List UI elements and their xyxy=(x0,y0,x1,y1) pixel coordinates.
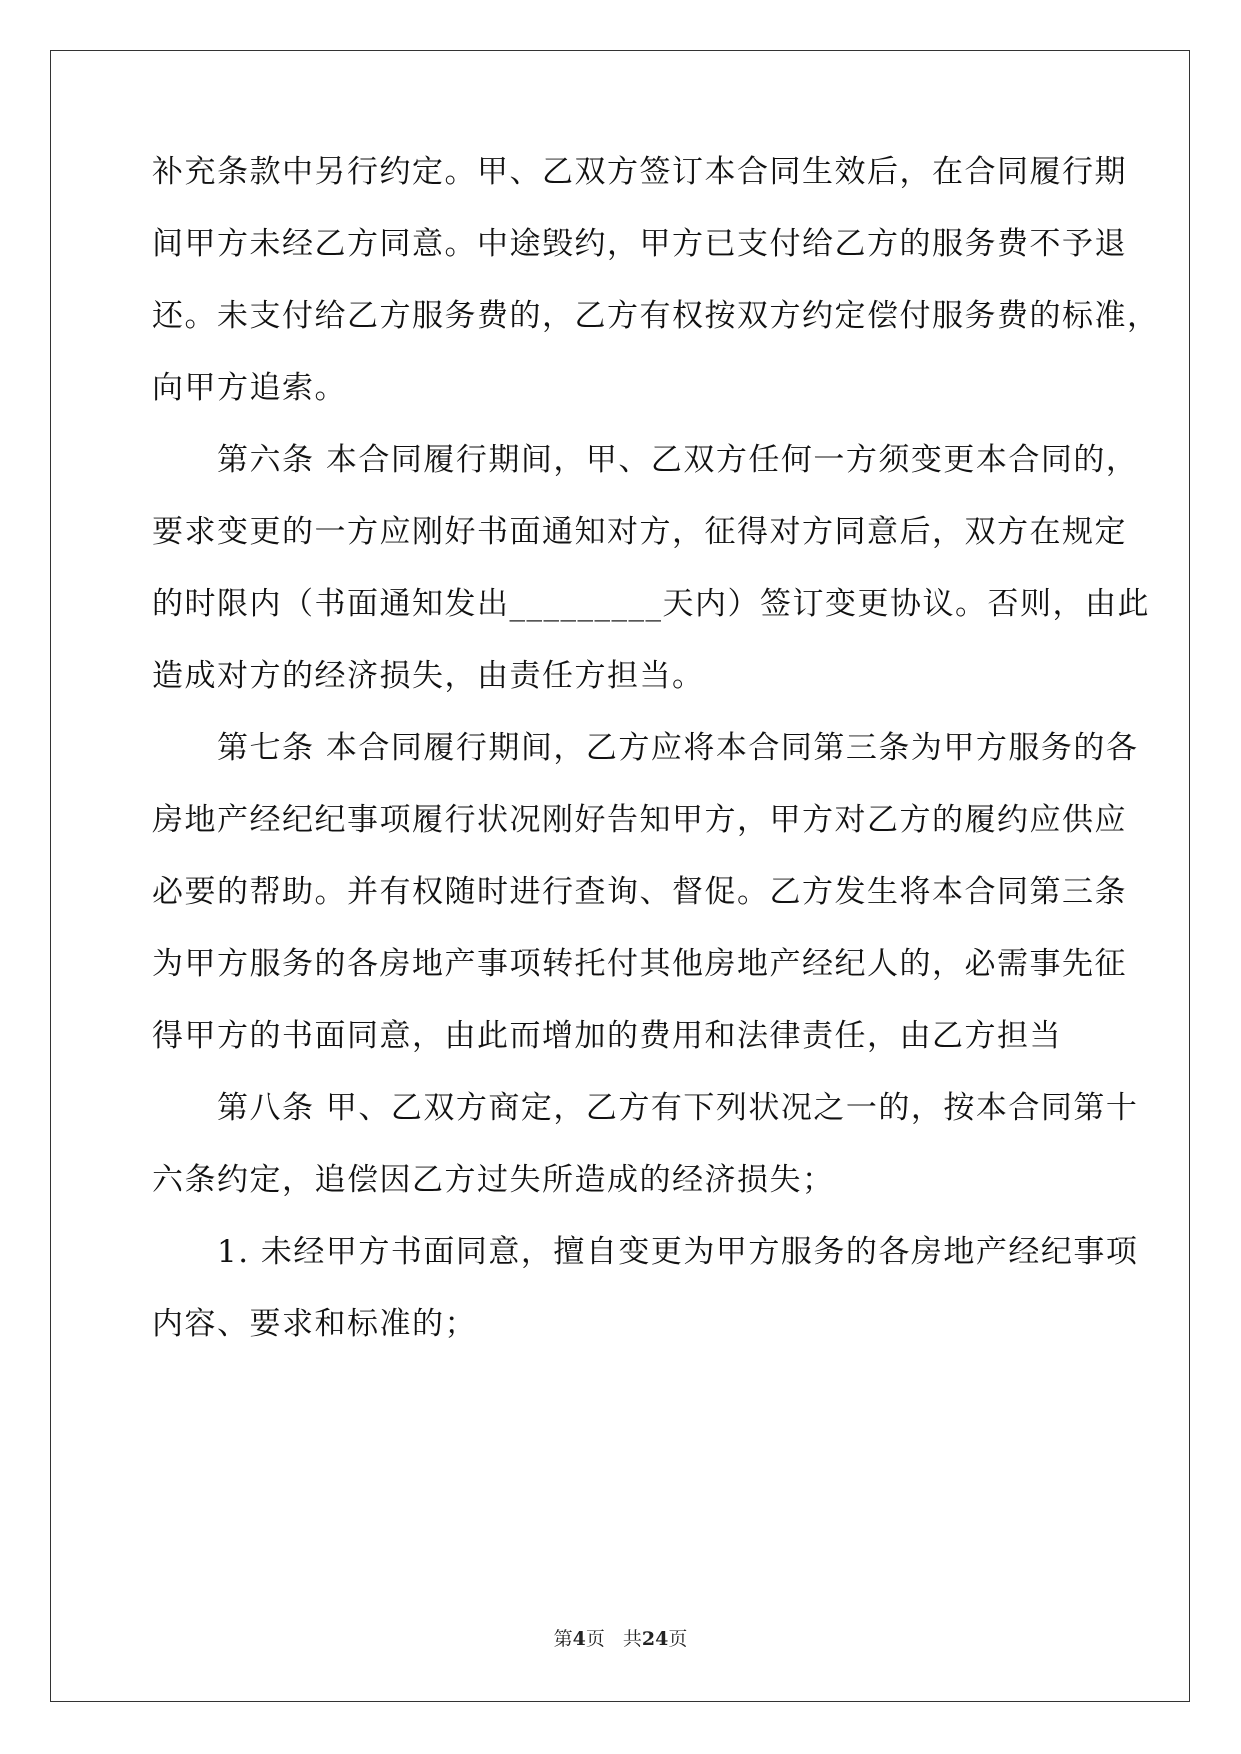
total-unit: 页 xyxy=(668,1628,688,1650)
total-pages: 24 xyxy=(641,1628,669,1650)
text-line: 补充条款中另行约定。甲、乙双方签订本合同生效后，在合同履行期 xyxy=(152,154,1127,190)
text-line: 房地产经纪纪事项履行状况刚好告知甲方，甲方对乙方的履约应供应 xyxy=(152,802,1127,838)
text-line: 第八条 甲、乙双方商定，乙方有下列状况之一的，按本合同第十 xyxy=(152,1090,1139,1126)
text-line: 间甲方未经乙方同意。中途毁约，甲方已支付给乙方的服务费不予退 xyxy=(152,226,1127,262)
text-line: 造成对方的经济损失，由责任方担当。 xyxy=(152,658,705,694)
text-line: 还。未支付给乙方服务费的，乙方有权按双方约定偿付服务费的标准， xyxy=(152,298,1160,334)
text-line: 六条约定，追偿因乙方过失所造成的经济损失； xyxy=(152,1162,835,1198)
page-number: 4 xyxy=(572,1628,586,1650)
text-line: 的时限内（书面通知发出_________天内）签订变更协议。否则，由此 xyxy=(152,586,1150,622)
text-line: 要求变更的一方应刚好书面通知对方，征得对方同意后，双方在规定 xyxy=(152,514,1127,550)
page-unit: 页 xyxy=(585,1628,605,1650)
text-line: 第六条 本合同履行期间，甲、乙双方任何一方须变更本合同的， xyxy=(152,442,1139,478)
text-line: 第七条 本合同履行期间，乙方应将本合同第三条为甲方服务的各 xyxy=(152,730,1139,766)
page-footer xyxy=(0,1624,1241,1651)
text-line: 为甲方服务的各房地产事项转托付其他房地产经纪人的，必需事先征 xyxy=(152,946,1127,982)
text-line: 必要的帮助。并有权随时进行查询、督促。乙方发生将本合同第三条 xyxy=(152,874,1127,910)
text-line: 内容、要求和标准的； xyxy=(152,1306,477,1342)
text-line: 1. 未经甲方书面同意，擅自变更为甲方服务的各房地产经纪事项 xyxy=(152,1234,1139,1270)
text-line: 得甲方的书面同意，由此而增加的费用和法律责任，由乙方担当 xyxy=(152,1018,1062,1054)
total-prefix: 共 xyxy=(622,1628,642,1650)
text-line: 向甲方追索。 xyxy=(152,370,347,406)
page-prefix: 第 xyxy=(553,1628,573,1650)
